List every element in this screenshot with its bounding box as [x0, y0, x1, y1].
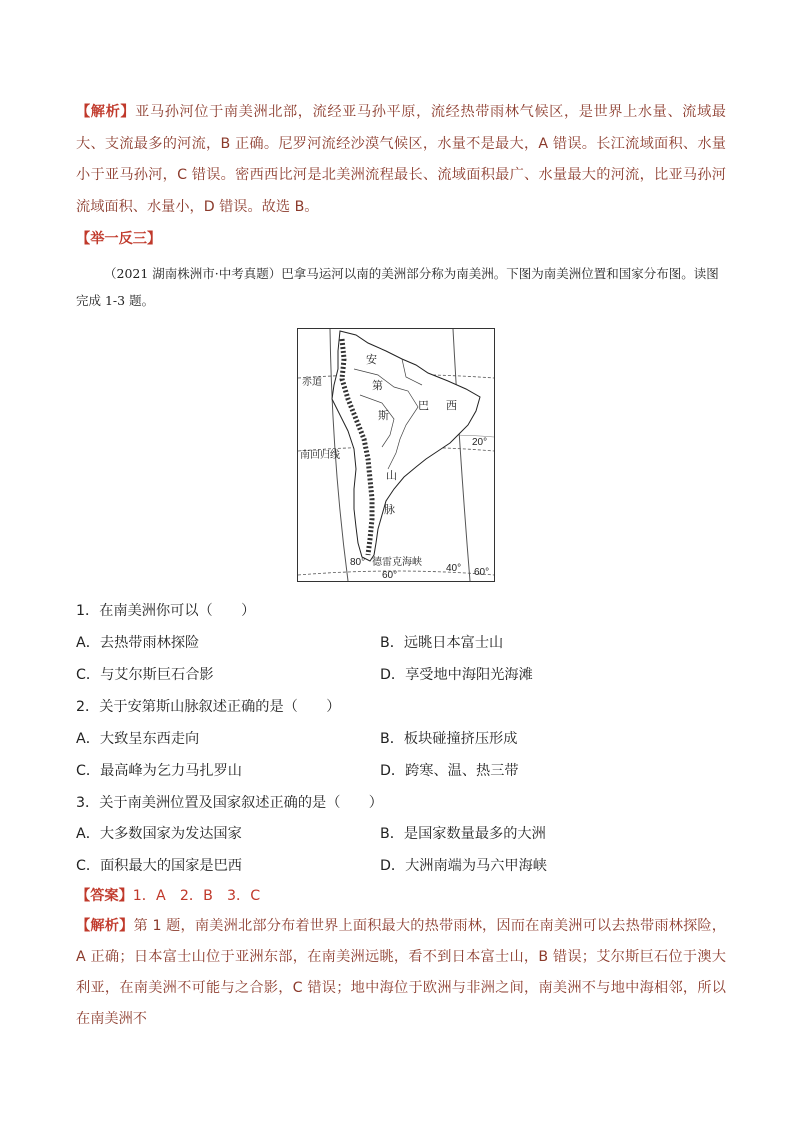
analysis-2-text: 第 1 题，南美洲北部分布着世界上面积最大的热带雨林，因而在南美洲可以去热带雨林探险，A 正确；日本富士山位于亚洲东部，在南美洲远眺，看不到日本富士山，B 错误；艾尔斯巨石位于澳大利亚，在南美洲不可能与之合影，C 错误；地中海位于欧洲与非洲之间，南美洲不与地中海相邻，所以在南美洲不 [76, 918, 726, 1027]
label-andes-1: 安 [366, 354, 377, 366]
analysis-paragraph-2 [76, 911, 726, 1035]
label-lat-60: 60° [382, 570, 398, 581]
intro-paragraph: （2021 湖南株洲市·中考真题）巴拿马运河以南的美洲部分称为南美洲。下图为南美洲位置和国家分布图。读图完成 1-3 题。 [76, 266, 719, 308]
question-1-option-b: B．远眺日本富士山 [380, 635, 504, 651]
label-brazil-2: 西 [446, 400, 457, 412]
question-1-option-a: A．去热带雨林探险 [76, 635, 200, 651]
section-heading: 【举一反三】 [76, 231, 162, 247]
question-2-option-c: C．最高峰为乞力马扎罗山 [76, 763, 242, 779]
question-1-option-d: D．享受地中海阳光海滩 [380, 667, 533, 683]
label-lon-80: 80° [350, 557, 366, 568]
question-2-option-d: D．跨寒、温、热三带 [380, 763, 519, 779]
label-lon-40: 40° [446, 563, 462, 574]
answer-tag: 【答案】 [76, 888, 133, 904]
analysis-2-tag: 【解析】 [76, 918, 134, 934]
label-andes-2: 第 [372, 380, 383, 392]
analysis-paragraph-1 [76, 97, 726, 223]
analysis-tag: 【解析】 [76, 104, 136, 120]
question-3-stem: 3．关于南美洲位置及国家叙述正确的是（ ） [76, 795, 383, 811]
question-1-option-c: C．与艾尔斯巨石合影 [76, 667, 214, 683]
question-3-option-a: A．大多数国家为发达国家 [76, 826, 242, 842]
label-equator: 赤道 [302, 377, 322, 388]
label-andes-5: 脉 [384, 504, 395, 516]
question-3-option-d: D．大洲南端为马六甲海峡 [380, 858, 547, 874]
label-drake-passage: 德雷克海峡 [372, 557, 422, 568]
label-brazil-1: 巴 [418, 400, 429, 412]
answer-line [76, 885, 260, 905]
question-1-stem: 1．在南美洲你可以（ ） [76, 603, 256, 619]
analysis-text: 亚马孙河位于南美洲北部，流经亚马孙平原，流经热带雨林气候区，是世界上水量、流域最大、支流最多的河流，B 正确。尼罗河流经沙漠气候区，水量不是最大，A 错误。长江流域面积、水量小于亚马孙河，C 错误。密西西比河是北美洲流程最长、流域面积最广、水量最大的河流，比亚马孙河流域面积、水量小，D 错误。故选 B。 [76, 104, 726, 215]
answer-text: 1．A 2．B 3．C [132, 888, 261, 904]
question-3-option-b: B．是国家数量最多的大洲 [380, 826, 546, 842]
label-lon-60: 60° [474, 567, 490, 578]
south-america-map [297, 328, 495, 582]
label-andes-4: 山 [386, 470, 397, 482]
label-andes-3: 斯 [378, 410, 389, 422]
map-svg [298, 329, 494, 581]
continent-outline [332, 331, 480, 561]
question-2-stem: 2．关于安第斯山脉叙述正确的是（ ） [76, 699, 341, 715]
meridian-40 [453, 329, 470, 581]
label-lat-20: 20° [472, 437, 488, 448]
question-2-option-b: B．板块碰撞挤压形成 [380, 731, 518, 747]
question-3-option-c: C．面积最大的国家是巴西 [76, 858, 242, 874]
question-2-option-a: A．大致呈东西走向 [76, 731, 200, 747]
label-tropic: 南回归线 [300, 450, 340, 461]
